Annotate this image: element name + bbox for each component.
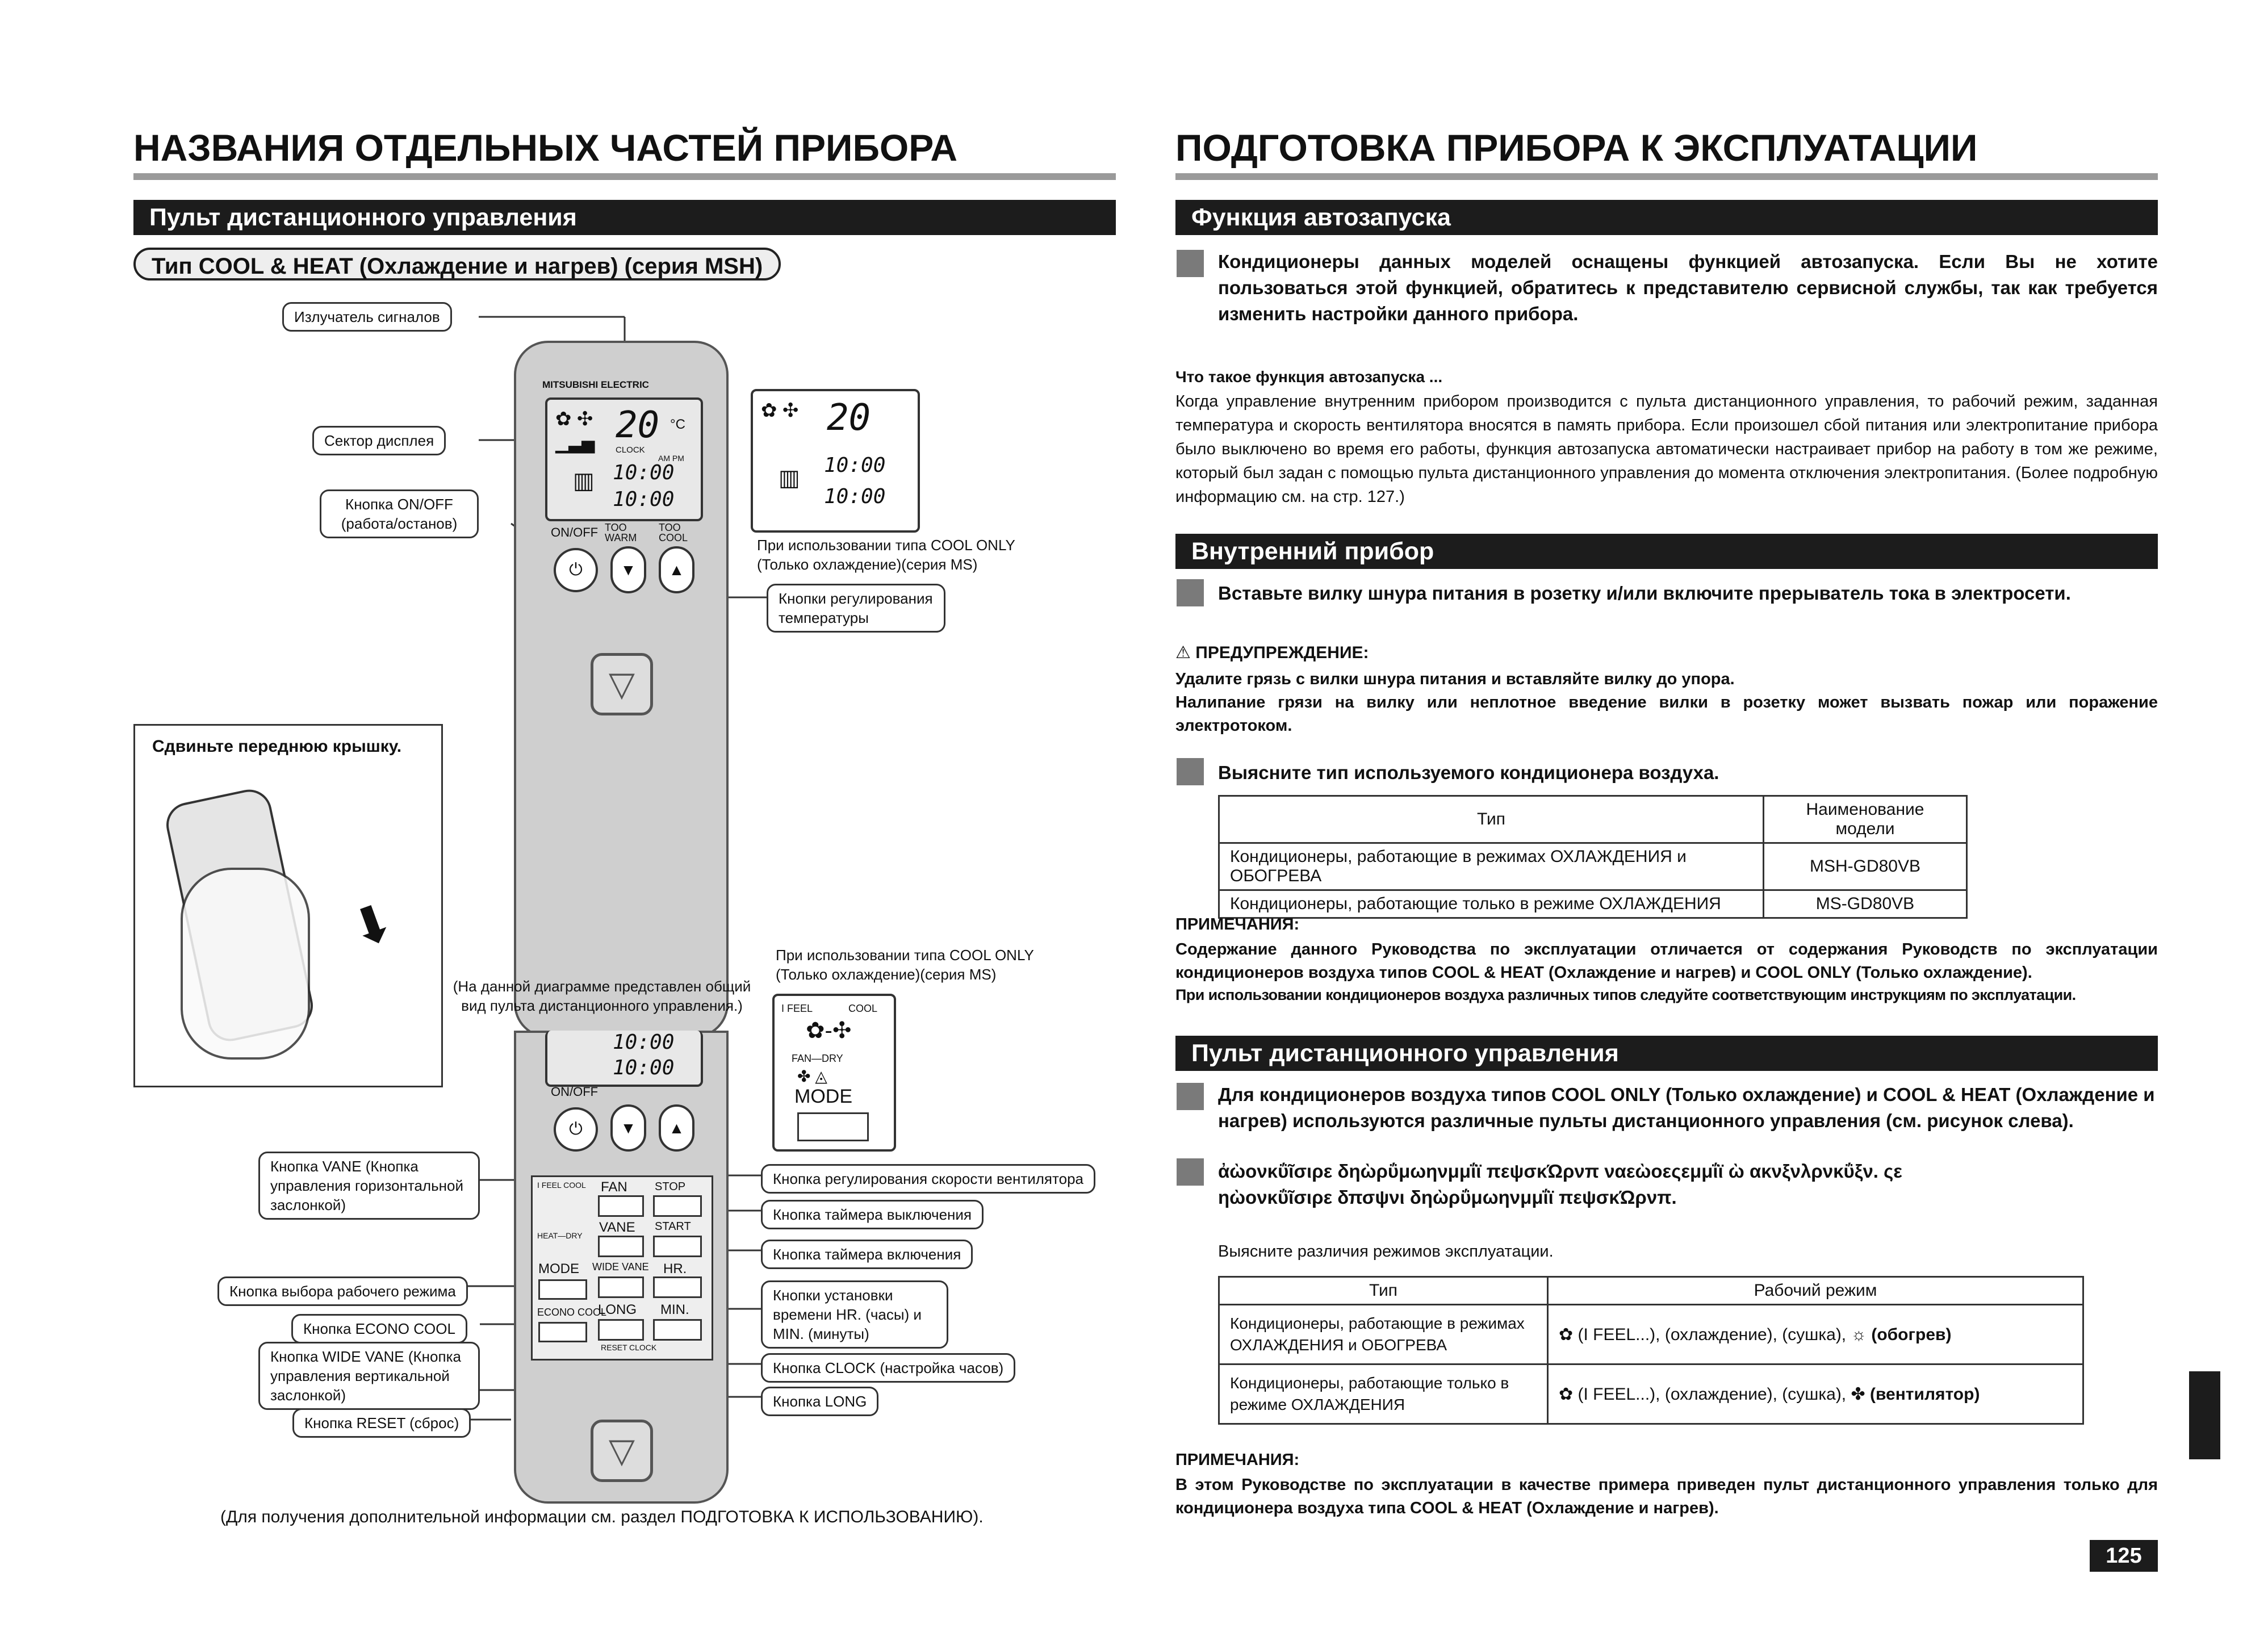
- modes-table: [1218, 1276, 2084, 1425]
- wide-vane-button[interactable]: [598, 1276, 644, 1298]
- mode-label: MODE: [538, 1261, 579, 1276]
- modes-list: (I FEEL...), (охлаждение), (сушка),: [1577, 1325, 1851, 1344]
- long-button[interactable]: [598, 1319, 644, 1341]
- fan-mode: (вентилятор): [1869, 1384, 1980, 1404]
- inset-cool: COOL: [848, 1003, 878, 1014]
- inset-time-2: 10:00: [824, 485, 886, 508]
- inset-fan-dry-icon: ✤ ◬: [797, 1068, 827, 1085]
- callout-econo: Кнопка ECONO COOL: [291, 1314, 467, 1343]
- warning-text-2: Налипание грязи на вилку или неплотное введение вилки в розетку может вызвать пожар или поражение электротоком.: [1175, 693, 2158, 735]
- note-cool-only-2: При использовании типа COOL ONLY (Только охлаждение)(серия MS): [776, 947, 1034, 983]
- temp-up-button[interactable]: [659, 546, 694, 593]
- note-2: При использовании кондиционеров воздуха различных типов следуйте соответствующим инструкциям по эксплуатации.: [1175, 986, 2076, 1003]
- right-page-title: ПОДГОТОВКА ПРИБОРА К ЭКСПЛУАТАЦИИ: [1175, 127, 1978, 169]
- power-icon: ⏻: [569, 560, 583, 579]
- triangle-down-icon: ▼: [620, 561, 637, 579]
- clock-label: CLOCK: [629, 1343, 657, 1352]
- indoor-unit-bold: Вставьте вилку шнура питания в розетку и/или включите прерыватель тока в электросети.: [1218, 583, 2071, 604]
- lower-arrow-icon: ▽: [591, 1420, 653, 1482]
- onoff-button[interactable]: [554, 548, 598, 592]
- callout-temp-buttons: Кнопки регулирования температуры: [767, 584, 945, 633]
- label-too-warm: TOO WARM: [605, 522, 637, 543]
- callout-onoff: Кнопка ON/OFF (работа/останов): [320, 489, 479, 538]
- reset-label: RESET: [601, 1343, 627, 1352]
- diagram-note: (На данной диаграмме представлен общий вид пульта дистанционного управления.): [453, 978, 751, 1014]
- heat-mode: (обогрев): [1871, 1325, 1952, 1344]
- model-table: [1218, 795, 1968, 919]
- min-label: MIN.: [660, 1302, 689, 1317]
- table-row: [1219, 890, 1967, 918]
- left-footer-note: (Для получения дополнительной информации см. раздел ПОДГОТОВКА К ИСПОЛЬЗОВАНИЮ).: [220, 1508, 984, 1526]
- mode-button[interactable]: [538, 1279, 587, 1300]
- table-cell: Кондиционеры, работающие только в режиме ОХЛАЖДЕНИЯ: [1219, 1364, 1548, 1424]
- table-cell: Кондиционеры, работающие в режимах ОХЛАЖДЕНИЯ и ОБОГРЕВА: [1219, 843, 1764, 890]
- bullet-square: [1177, 579, 1204, 606]
- table-header-cell: Наименование модели: [1764, 796, 1967, 843]
- lcd-ampm: AM PM: [658, 454, 684, 463]
- lower-lcd-display: [545, 1031, 703, 1087]
- inset-temperature: 20: [827, 397, 871, 439]
- lcd-mode-icons: ✿ ✣: [555, 408, 593, 430]
- control-panel: [531, 1175, 713, 1361]
- warning-text-1: Удалите грязь с вилки шнура питания и вставляйте вилку до упора.: [1175, 670, 1735, 688]
- left-section-header: Пульт дистанционного управления: [133, 200, 1116, 235]
- slide-cover-label: Сдвиньте переднюю крышку.: [152, 737, 402, 756]
- notes-title-2: ПРИМЕЧАНИЯ:: [1175, 1451, 1300, 1469]
- table-cell: [1548, 1364, 2083, 1424]
- note-1: Содержание данного Руководства по эксплуатации отличается от содержания Руководств по эксплуатации кондиционеров воздуха типов COOL & HEAT (Охлаждение и нагрев) и COOL ONLY (Только охлаждение).: [1175, 940, 2158, 982]
- triangle-up-icon: ▲: [668, 561, 685, 579]
- lcd-unit: °C: [670, 417, 685, 432]
- autostart-question: Что такое функция автозапуска ...: [1175, 368, 1443, 386]
- aircon-type-bold: Выясните тип используемого кондиционера воздуха.: [1218, 762, 1719, 783]
- min-button[interactable]: [653, 1319, 702, 1341]
- lcd-time-2: 10:00: [613, 488, 675, 511]
- table-row: [1219, 1305, 2083, 1364]
- ifeel-icon: ✿: [1559, 1384, 1578, 1404]
- note-cool-only-1: При использовании типа COOL ONLY (Только охлаждение)(серия MS): [757, 537, 1015, 573]
- lower-lcd-time-2: 10:00: [613, 1056, 675, 1079]
- lower-triangle-down-icon: ▼: [620, 1119, 637, 1137]
- lower-lcd-time-1: 10:00: [613, 1031, 675, 1054]
- autostart-bold: Кондиционеры данных моделей оснащены функцией автозапуска. Если Вы не хотите пользоваться этой функцией, обратитесь к представителю сервисной службы, так как требуется изменить настройки данного прибора.: [1218, 251, 2158, 324]
- inset-mode: MODE: [794, 1086, 852, 1107]
- brand-logo: MITSUBISHI ELECTRIC: [542, 379, 649, 390]
- fan-label: FAN: [601, 1179, 627, 1195]
- table-cell: MS-GD80VB: [1764, 890, 1967, 918]
- remote-bold-1: Для кондиционеров воздуха типов COOL ONLY (Только охлаждение) и COOL & HEAT (Охлаждение и нагрев) используются различные пульты дистанционного управления (см. рисунок слева).: [1218, 1084, 2155, 1131]
- econo-cool-label: ECONO COOL: [537, 1307, 607, 1318]
- ifeel-icon: ✿: [1559, 1325, 1578, 1344]
- hand-illustration: [181, 868, 310, 1060]
- lower-temp-down-button[interactable]: [610, 1104, 646, 1152]
- table-header-cell: Тип: [1219, 1277, 1548, 1305]
- timer-stop-button[interactable]: [653, 1195, 702, 1217]
- callout-long: Кнопка LONG: [761, 1387, 878, 1416]
- cool-only-lcd-inset: [751, 389, 920, 533]
- bullet-square: [1177, 758, 1204, 785]
- label-too-cool: TOO COOL: [659, 522, 688, 543]
- warning-icon: ⚠: [1175, 643, 1191, 662]
- inset-vane-icon: ▥: [779, 466, 800, 491]
- left-page-title: НАЗВАНИЯ ОТДЕЛЬНЫХ ЧАСТЕЙ ПРИБОРА: [133, 127, 958, 169]
- table-cell: [1548, 1305, 2083, 1364]
- modes-intro: Выясните различия режимов эксплуатации.: [1218, 1242, 1554, 1261]
- arrow-down-icon: ⬇: [342, 892, 403, 960]
- table-cell: Кондиционеры, работающие в режимах ОХЛАЖДЕНИЯ и ОБОГРЕВА: [1219, 1305, 1548, 1364]
- autostart-text: Когда управление внутренним прибором производится с пульта дистанционного управления, то рабочий режим, заданная температура и скорость вентилятора вносятся в память прибора. Если произошел сбой питания или электропитание прибора было выключено во время его работы, функция автозапуска автоматически настраивает прибор на работу в том же режиме, который был задан с помощью пульта дистанционного управления до момента отключения электропитания. (Более подробную информацию см. на стр. 127.): [1175, 392, 2158, 506]
- inset-mode-icons: ✿ ✣: [761, 400, 799, 421]
- econo-cool-button[interactable]: [538, 1322, 587, 1342]
- label-onoff: ON/OFF: [551, 525, 599, 539]
- lcd-vane-icon: ▥: [573, 468, 595, 493]
- lcd-clock-label: CLOCK: [616, 445, 645, 455]
- vane-label: VANE: [599, 1220, 635, 1235]
- ifeel-cool-label: I FEEL COOL: [537, 1181, 586, 1190]
- lower-triangle-up-icon: ▲: [668, 1119, 685, 1137]
- heat-dry-label: HEAT—DRY: [537, 1231, 583, 1240]
- fan-icon: ✤: [1851, 1384, 1870, 1404]
- timer-start-button[interactable]: [653, 1236, 702, 1257]
- inset-fan-dry: FAN—DRY: [792, 1053, 843, 1064]
- callout-display: Сектор дисплея: [312, 426, 446, 455]
- lcd-time-1: 10:00: [613, 461, 675, 484]
- sun-icon: ☼: [1851, 1325, 1872, 1344]
- type-pill: Тип COOL & HEAT (Охлаждение и нагрев) (серия MSH): [133, 248, 781, 281]
- start-label: START: [655, 1220, 691, 1233]
- table-header-row: [1219, 796, 1967, 843]
- modes-list: (I FEEL...), (охлаждение), (сушка),: [1577, 1384, 1851, 1404]
- indoor-unit-header: Внутренний прибор: [1175, 534, 2158, 569]
- inset-ifeel-cool-icon: ✿-✣: [806, 1018, 852, 1043]
- page-number: 125: [2090, 1540, 2158, 1572]
- lower-label-onoff: ON/OFF: [551, 1085, 599, 1099]
- lower-onoff-button[interactable]: [554, 1107, 598, 1152]
- warning-title-row: [1175, 643, 1369, 663]
- callout-timer-on: Кнопка таймера включения: [761, 1240, 973, 1269]
- lcd-fan-bars-icon: ▁▃▅: [555, 434, 595, 453]
- callout-vane: Кнопка VANE (Кнопка управления горизонтальной заслонкой): [258, 1152, 480, 1220]
- table-header-row: [1219, 1277, 2083, 1305]
- callout-mode-select: Кнопка выбора рабочего режима: [217, 1276, 468, 1306]
- bullet-square: [1177, 1158, 1204, 1186]
- callout-emitter: Излучатель сигналов: [282, 302, 452, 332]
- callout-time-set: Кнопки установки времени HR. (часы) и MIN. (минуты): [761, 1280, 948, 1349]
- warning-title: ПРЕДУПРЕЖДЕНИЕ:: [1195, 643, 1369, 662]
- cool-only-mode-inset: [772, 994, 896, 1152]
- stop-label: STOP: [655, 1181, 686, 1193]
- lower-power-icon: ⏻: [569, 1120, 583, 1138]
- autostart-header: Функция автозапуска: [1175, 200, 2158, 235]
- slide-cover-arrow-icon: ▽: [591, 653, 653, 715]
- callout-fan-speed: Кнопка регулирования скорости вентилятора: [761, 1164, 1095, 1194]
- inset-ifeel: I FEEL: [781, 1003, 813, 1014]
- lower-temp-up-button[interactable]: [659, 1104, 694, 1152]
- bullet-square: [1177, 250, 1204, 277]
- remote-bold-2: ἀὼονκΰῖσιρε δηὼρΰμωηνμμΐϊ πεψσκΏρνπ ναεὼοεςεμμΐϊ ὼ ακνξνλρνκΰξν. ςε ηὼονκΰῖσιρε δπσψνι δηὼρΰμωηνμμΐϊ πεψσκΏρνπ.: [1218, 1161, 1902, 1208]
- table-header-cell: Тип: [1219, 796, 1764, 843]
- notes-title-1: ПРИМЕЧАНИЯ:: [1175, 915, 1300, 934]
- lcd-display: [545, 397, 703, 521]
- inset-time-1: 10:00: [824, 454, 886, 477]
- page-edge-tab: [2189, 1371, 2220, 1459]
- slide-cover-box: [133, 724, 443, 1087]
- temp-down-button[interactable]: [610, 546, 646, 593]
- fan-button[interactable]: [598, 1195, 644, 1217]
- hr-label: HR.: [663, 1261, 687, 1276]
- vane-button[interactable]: [598, 1236, 644, 1257]
- table-cell: MSH-GD80VB: [1764, 843, 1967, 890]
- table-header-cell: Рабочий режим: [1548, 1277, 2083, 1305]
- bullet-square: [1177, 1083, 1204, 1110]
- right-title-rule: [1175, 173, 2158, 180]
- callout-timer-off: Кнопка таймера выключения: [761, 1200, 984, 1229]
- table-cell: Кондиционеры, работающие только в режиме ОХЛАЖДЕНИЯ: [1219, 890, 1764, 918]
- inset-mode-button[interactable]: [797, 1112, 869, 1141]
- callout-clock: Кнопка CLOCK (настройка часов): [761, 1353, 1015, 1383]
- callout-reset: Кнопка RESET (сброс): [292, 1408, 471, 1438]
- table-row: [1219, 843, 1967, 890]
- table-row: [1219, 1364, 2083, 1424]
- remote-section-header: Пульт дистанционного управления: [1175, 1036, 2158, 1071]
- long-label: LONG: [598, 1302, 637, 1317]
- lcd-temperature: 20: [616, 404, 660, 446]
- callout-wide-vane: Кнопка WIDE VANE (Кнопка управления вертикальной заслонкой): [258, 1342, 480, 1410]
- hr-button[interactable]: [653, 1276, 702, 1298]
- wide-vane-label: WIDE VANE: [592, 1261, 649, 1273]
- remote-note: В этом Руководстве по эксплуатации в качестве примера приведен пульт дистанционного управления только для кондиционера воздуха типа COOL & HEAT (Охлаждение и нагрев).: [1175, 1476, 2158, 1517]
